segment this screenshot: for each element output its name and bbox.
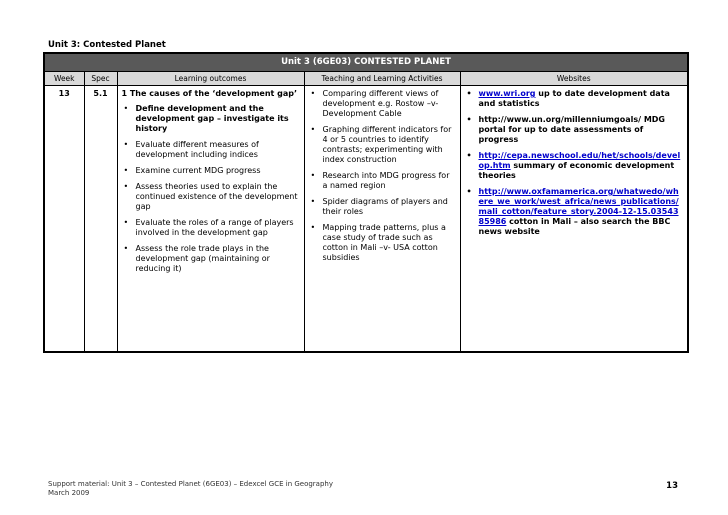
header-spec: Spec xyxy=(84,72,117,86)
website-link-wri[interactable]: www.wri.org xyxy=(478,89,536,98)
header-week: Week xyxy=(44,72,84,86)
week-cell: 13 xyxy=(44,86,84,353)
list-item: • www.wri.org up to date development data and statistics xyxy=(466,89,670,108)
bullet-icon: • xyxy=(466,151,472,160)
bullet-icon: • xyxy=(310,223,316,232)
bullet-icon: • xyxy=(123,244,129,253)
list-item: • Evaluate different measures of development including indices xyxy=(123,140,259,159)
bullet-icon: • xyxy=(123,166,129,175)
learning-outcomes-cell xyxy=(117,86,304,353)
scheme-of-work-table xyxy=(43,52,689,353)
table-title: Unit 3 (6GE03) CONTESTED PLANET xyxy=(44,53,688,72)
bullet-icon: • xyxy=(310,197,316,206)
websites-cell xyxy=(460,86,688,353)
bullet-icon: • xyxy=(123,218,129,227)
list-item: • Examine current MDG progress xyxy=(123,166,261,175)
bullet-icon: • xyxy=(466,187,472,196)
list-item: • http://www.oxfamamerica.org/whatwedo/where_we_work/west_africa/news_publications/mali_cotton/feature_story.2004-12-15.0354385986 cotton in Mali – also search the BBC news website xyxy=(466,187,679,236)
list-item: • Evaluate the roles of a range of players involved in the development gap xyxy=(123,218,294,237)
website-link-oxfam[interactable]: http://www.oxfamamerica.org/whatwedo/where_we_work/west_africa/news_publications/mali_cotton/feature_story.2004-12-15.0354385986 xyxy=(478,187,679,226)
list-item: • Spider diagrams of players and their roles xyxy=(310,197,448,216)
activities-cell xyxy=(304,86,460,353)
header-row xyxy=(44,72,688,86)
bullet-icon: • xyxy=(310,125,316,134)
activities-list xyxy=(309,89,456,263)
outcomes-list xyxy=(122,104,300,274)
list-item: • Graphing different indicators for 4 or 5 countries to identify contrasts; experimenting with index construction xyxy=(310,125,452,164)
list-item: • http://cepa.newschool.edu/het/schools/develop.htm summary of economic development theories xyxy=(466,151,681,180)
footer-text xyxy=(48,480,333,498)
bullet-icon: • xyxy=(466,89,472,98)
list-item: • Comparing different views of development e.g. Rostow –v- Development Cable xyxy=(310,89,439,118)
footer-line-2: March 2009 xyxy=(48,489,90,497)
header-activities: Teaching and Learning Activities xyxy=(304,72,460,86)
list-item: • Define development and the development gap – investigate its history xyxy=(123,104,289,133)
bullet-icon: • xyxy=(123,182,129,191)
outcome-heading: 1 The causes of the ‘development gap’ xyxy=(121,89,298,98)
header-websites: Websites xyxy=(460,72,688,86)
footer-line-1: Support material: Unit 3 – Contested Planet (6GE03) – Edexcel GCE in Geography xyxy=(48,480,333,488)
spec-cell: 5.1 xyxy=(84,86,117,353)
websites-list xyxy=(465,89,684,237)
list-item: • Assess the role trade plays in the development gap (maintaining or reducing it) xyxy=(123,244,270,273)
list-item: • Assess theories used to explain the continued existence of the development gap xyxy=(123,182,298,211)
bullet-icon: • xyxy=(123,140,129,149)
bullet-icon: • xyxy=(310,171,316,180)
list-item: • Mapping trade patterns, plus a case study of trade such as cotton in Mali –v- USA cotton subsidies xyxy=(310,223,446,262)
page-number: 13 xyxy=(666,481,678,491)
website-link-cepa[interactable]: http://cepa.newschool.edu/het/schools/develop.htm xyxy=(478,151,681,170)
table-row xyxy=(44,86,688,353)
list-item: • http://www.un.org/millenniumgoals/ MDG portal for up to date assessments of progress xyxy=(466,115,665,144)
bullet-icon: • xyxy=(310,89,316,98)
document-label: Unit 3: Contested Planet xyxy=(48,40,166,50)
bullet-icon: • xyxy=(123,104,129,113)
header-learning-outcomes: Learning outcomes xyxy=(117,72,304,86)
list-item: • Research into MDG progress for a named region xyxy=(310,171,450,190)
bullet-icon: • xyxy=(466,115,472,124)
